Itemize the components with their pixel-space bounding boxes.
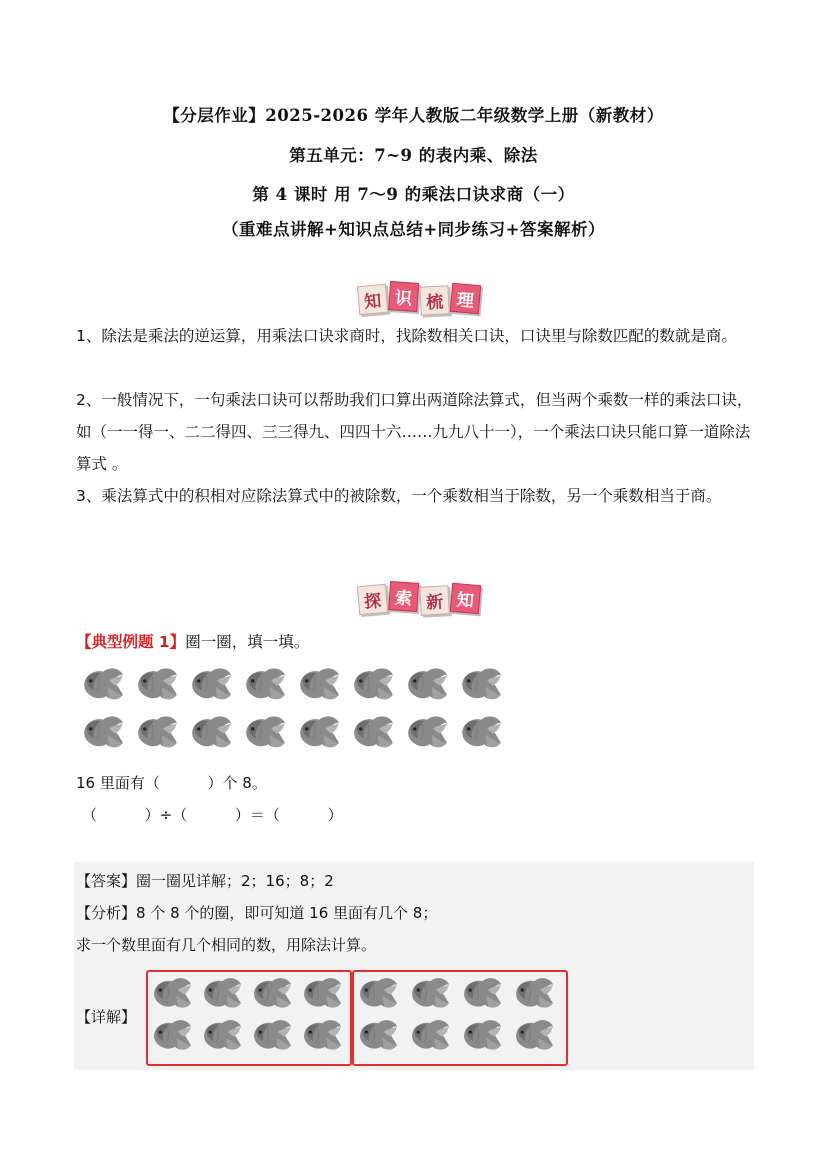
goldfish-icon [458, 712, 504, 752]
banner-char: 新 [419, 585, 449, 615]
goldfish-icon [242, 664, 288, 704]
banner-char: 索 [388, 581, 419, 612]
goldfish-icon [356, 974, 400, 1012]
goldfish-icon [150, 1016, 194, 1054]
answer-text: 圈一圈见详解；2；16；8；2 [136, 872, 334, 890]
knowledge-point-2: 2、一般情况下，一句乘法口诀可以帮助我们口算出两道除法算式，但当两个乘数一样的乘法口诀，如（一一得一、二二得四、三三得九、四四十六……九九八十一），一个乘法口诀只能口算一道除法算式 。 [76, 391, 753, 473]
knowledge-point-1: 1、除法是乘法的逆运算，用乘法口诀求商时，找除数相关口诀，口诀里与除数匹配的数就是商。 [76, 327, 737, 345]
goldfish-icon [188, 664, 234, 704]
analysis-text: 8 个 8 个的圈，即可知道 16 里面有几个 8； [136, 904, 438, 922]
doc-title: 【分层作业】2025-2026 学年人教版二年级数学上册（新教材） [163, 106, 664, 125]
goldfish-icon [408, 1016, 452, 1054]
goldfish-icon [188, 712, 234, 752]
example-label: 【典型例题 1】 [76, 633, 186, 651]
circle-group-2 [352, 970, 568, 1066]
goldfish-icon [250, 1016, 294, 1054]
detail-label: 【详解】 [76, 1008, 137, 1026]
goldfish-icon [512, 1016, 556, 1054]
subtitle: （重难点讲解+知识点总结+同步练习+答案解析） [222, 220, 605, 239]
goldfish-icon [300, 1016, 344, 1054]
example-text: 圈一圈，填一填。 [185, 633, 310, 651]
banner-knowledge [358, 284, 480, 313]
goldfish-icon [80, 664, 126, 704]
banner-explore [358, 584, 480, 613]
banner-char: 梳 [419, 285, 449, 315]
goldfish-icon [350, 712, 396, 752]
circle-group-1 [146, 970, 352, 1066]
banner-char: 知 [357, 284, 388, 315]
fill-question-1: 16 里面有（ ）个 8。 [76, 774, 267, 792]
goldfish-icon [134, 664, 180, 704]
goldfish-icon [356, 1016, 400, 1054]
banner-char: 探 [357, 584, 388, 615]
banner-char: 识 [388, 281, 419, 312]
goldfish-icon [404, 712, 450, 752]
answer-line [76, 870, 334, 891]
goldfish-icon [460, 974, 504, 1012]
goldfish-icon [458, 664, 504, 704]
goldfish-icon [200, 1016, 244, 1054]
goldfish-icon [408, 974, 452, 1012]
goldfish-icon [460, 1016, 504, 1054]
fish-group [80, 664, 504, 752]
knowledge-point-3: 3、乘法算式中的积相对应除法算式中的被除数，一个乘数相当于除数，另一个乘数相当于商。 [76, 487, 722, 505]
goldfish-icon [150, 974, 194, 1012]
goldfish-icon [242, 712, 288, 752]
answer-label: 【答案】 [76, 872, 137, 890]
goldfish-icon [200, 974, 244, 1012]
goldfish-icon [134, 712, 180, 752]
analysis-line [76, 902, 437, 923]
goldfish-icon [350, 664, 396, 704]
analysis-label: 【分析】 [76, 904, 137, 922]
goldfish-icon [296, 712, 342, 752]
example-heading [76, 630, 309, 652]
goldfish-icon [300, 974, 344, 1012]
lesson-title: 第 4 课时 用 7～9 的乘法口诀求商（一） [252, 185, 575, 204]
goldfish-icon [296, 664, 342, 704]
banner-char: 理 [450, 283, 481, 314]
goldfish-icon [250, 974, 294, 1012]
goldfish-icon [404, 664, 450, 704]
banner-char: 知 [450, 583, 481, 614]
goldfish-icon [80, 712, 126, 752]
analysis-text-2: 求一个数里面有几个相同的数，用除法计算。 [76, 936, 377, 954]
unit-title: 第五单元：7~9 的表内乘、除法 [289, 146, 538, 165]
fill-question-2: （ ）÷（ ）＝（ ） [82, 806, 343, 824]
goldfish-icon [512, 974, 556, 1012]
